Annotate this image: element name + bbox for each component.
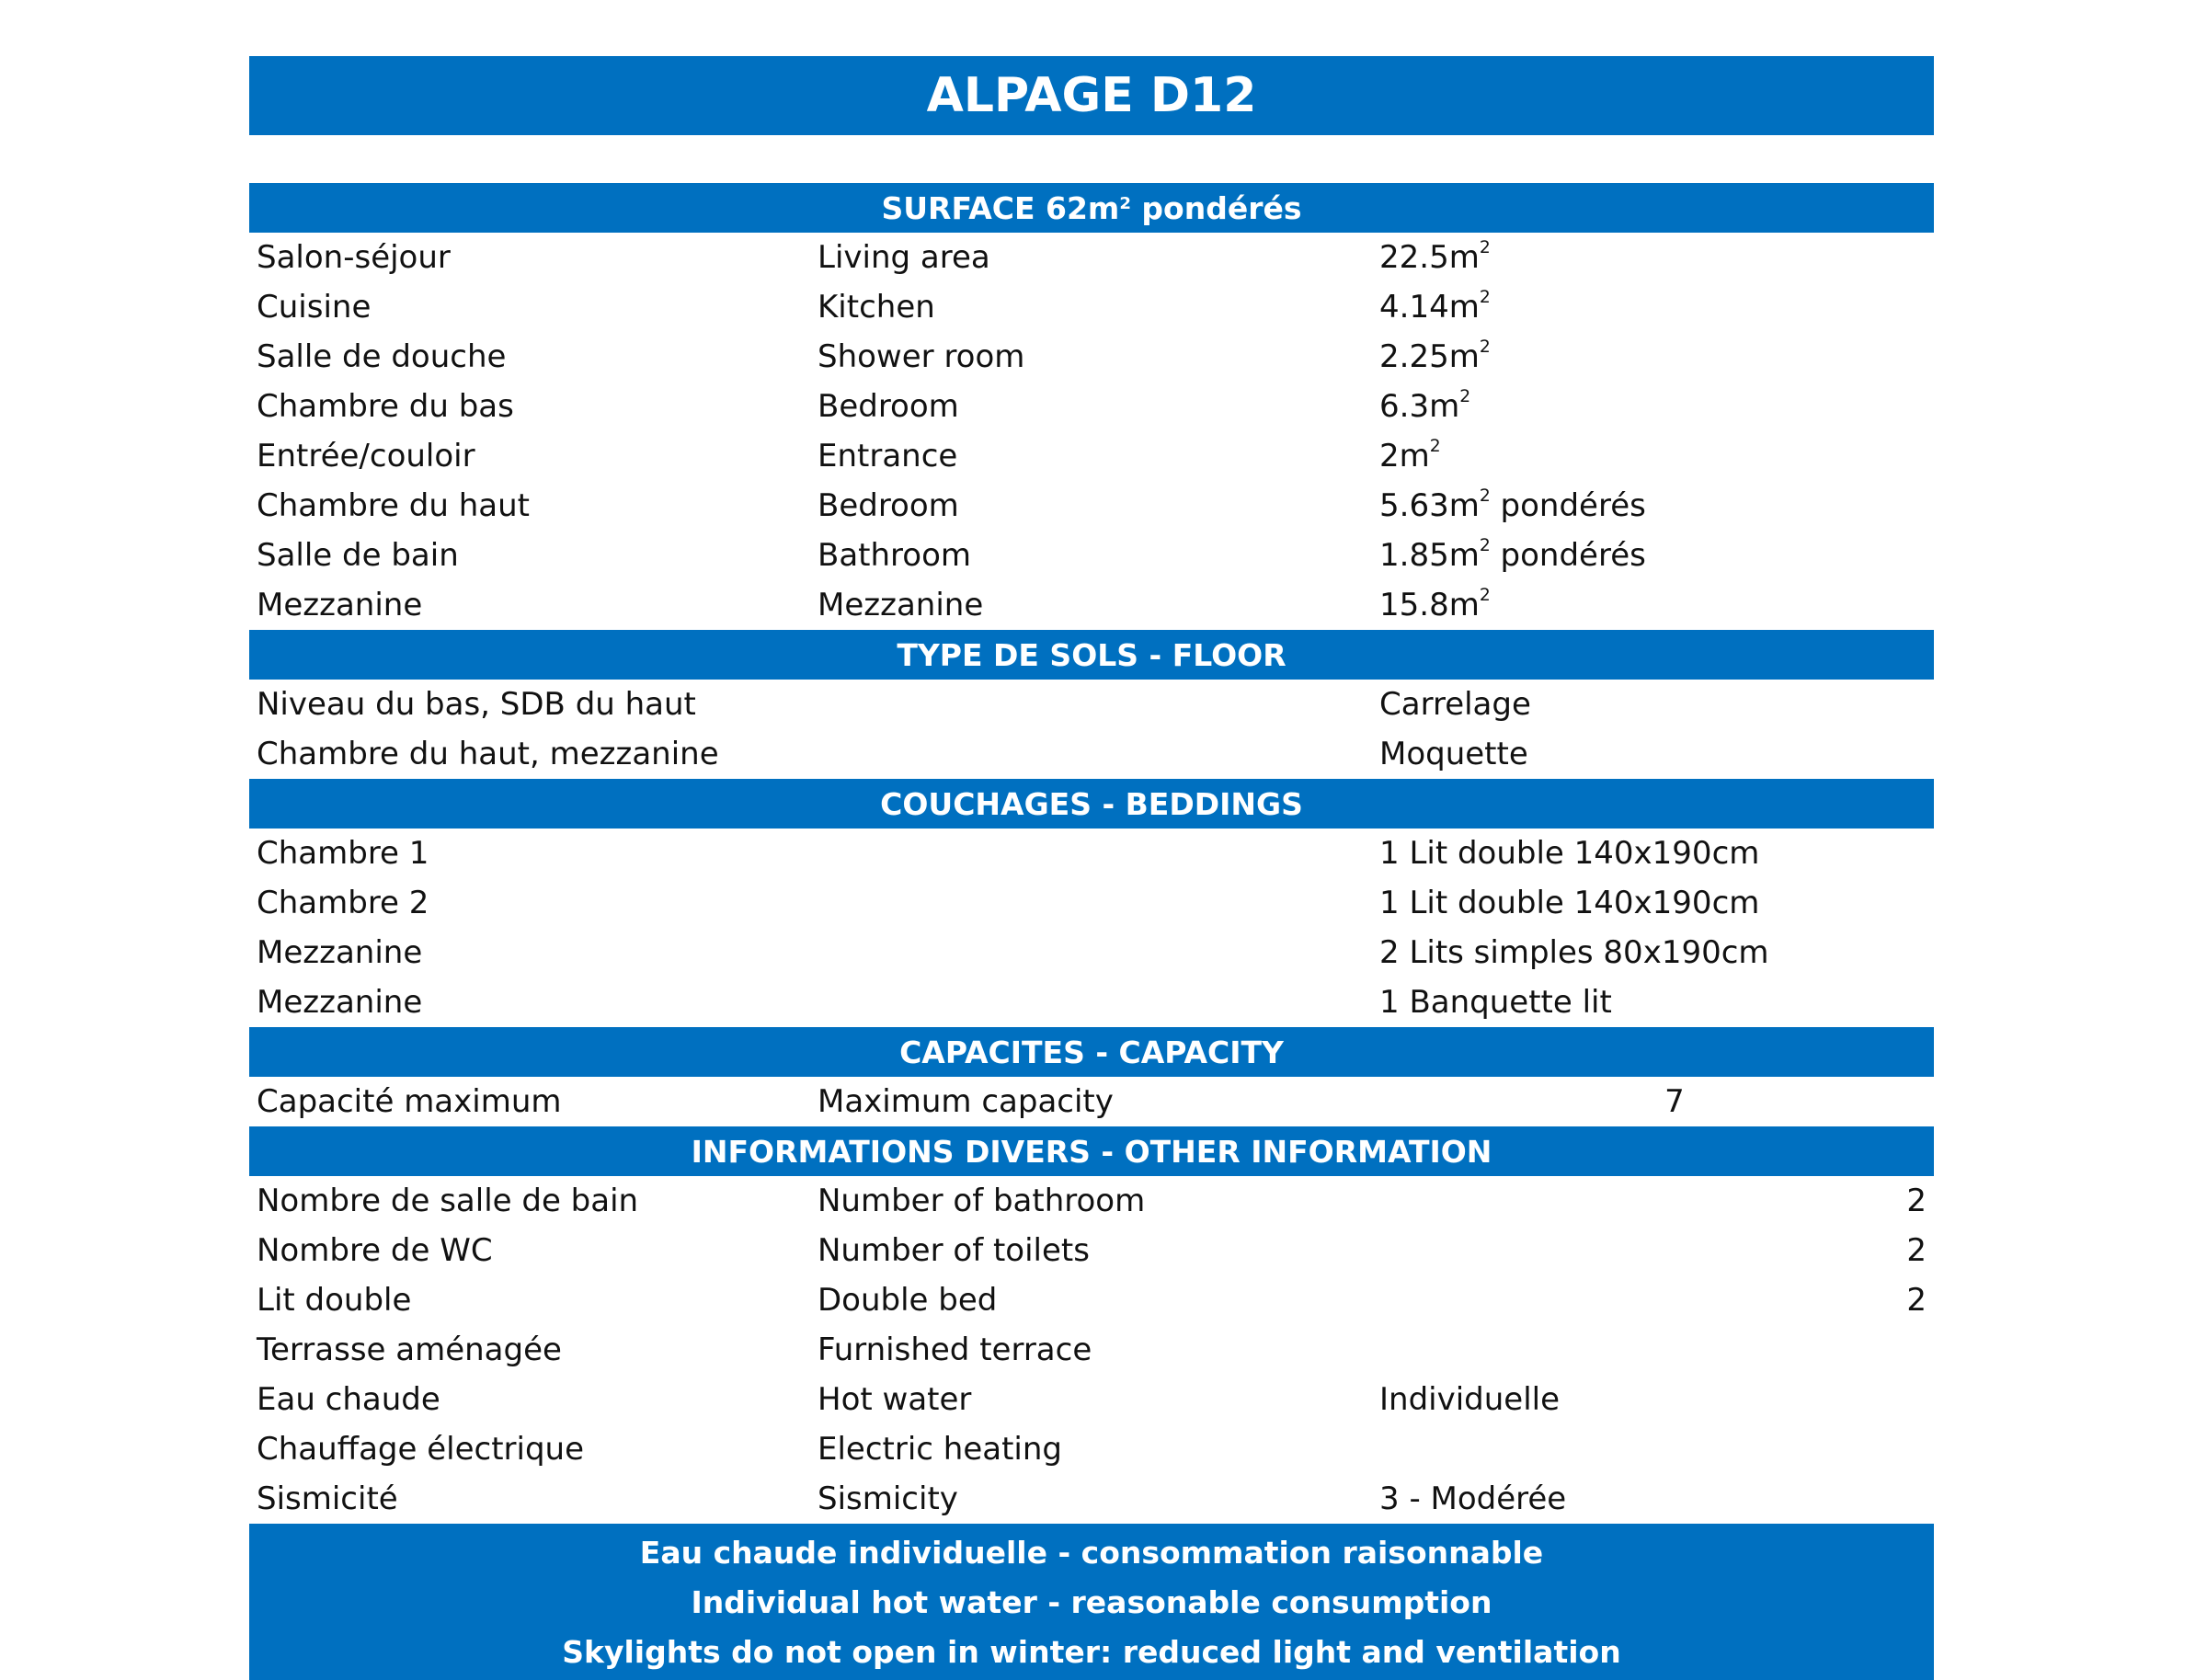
other-label-fr: Terrasse aménagée <box>257 1331 562 1368</box>
other-row <box>249 1474 1934 1524</box>
capacity-value: 7 <box>1664 1083 1685 1120</box>
other-label-fr: Lit double <box>257 1282 412 1319</box>
surface-row <box>249 431 1934 481</box>
other-label-fr: Nombre de salle de bain <box>257 1183 639 1219</box>
other-label-en: Sismicity <box>818 1480 958 1517</box>
footer-note: Eau chaude individuelle - consommation raisonnable <box>639 1534 1544 1571</box>
room-fr: Salle de bain <box>257 537 459 574</box>
other-label-en: Hot water <box>818 1381 972 1418</box>
room-fr: Entrée/couloir <box>257 438 475 474</box>
floor-type: Moquette <box>1379 736 1528 772</box>
other-row <box>249 1176 1934 1226</box>
floor-row <box>249 680 1934 729</box>
capacity-label-en: Maximum capacity <box>818 1083 1114 1120</box>
surface-row <box>249 233 1934 282</box>
other-row <box>249 1275 1934 1325</box>
capacity-rows <box>249 1077 1934 1126</box>
bedding-room: Mezzanine <box>257 934 423 971</box>
other-label-en: Number of bathroom <box>818 1183 1146 1219</box>
capacity-label-fr: Capacité maximum <box>257 1083 562 1120</box>
surface-header-prefix: SURFACE 62m <box>881 189 1120 226</box>
room-fr: Chambre du haut <box>257 487 530 524</box>
bedding-value: 2 Lits simples 80x190cm <box>1379 934 1769 971</box>
floor-header: TYPE DE SOLS - FLOOR <box>249 630 1934 680</box>
bedding-row <box>249 878 1934 928</box>
footer-note: Individual hot water - reasonable consumption <box>691 1583 1492 1620</box>
beddings-rows <box>249 829 1934 1027</box>
room-fr: Chambre du bas <box>257 388 514 425</box>
surface-row <box>249 332 1934 382</box>
other-label-fr: Nombre de WC <box>257 1232 493 1269</box>
bedding-room: Chambre 2 <box>257 885 429 921</box>
room-en: Shower room <box>818 338 1025 375</box>
other-label-fr: Chauffage électrique <box>257 1431 585 1468</box>
room-area: $6.3m^2$ <box>1379 386 1471 425</box>
room-fr: Mezzanine <box>257 587 423 623</box>
spec-sheet <box>249 183 1934 1680</box>
other-row <box>249 1325 1934 1375</box>
surface-row <box>249 481 1934 531</box>
other-label-en: Double bed <box>818 1282 998 1319</box>
other-value: Individuelle <box>1379 1381 1561 1418</box>
capacity-row <box>249 1077 1934 1126</box>
other-row <box>249 1226 1934 1275</box>
surface-header: SURFACE 62m $^2$ pondérés <box>249 183 1934 233</box>
other-header: INFORMATIONS DIVERS - OTHER INFORMATION <box>249 1126 1934 1176</box>
room-fr: Cuisine <box>257 289 372 326</box>
footer-note: Skylights do not open in winter: reduced light and ventilation <box>562 1633 1621 1670</box>
surface-row <box>249 531 1934 580</box>
bedding-row <box>249 829 1934 878</box>
room-area: $1.85m^2$ pondérés <box>1379 535 1646 574</box>
room-area: $5.63m^2$ pondérés <box>1379 486 1646 524</box>
bedding-value: 1 Banquette lit <box>1379 984 1612 1021</box>
bedding-value: 1 Lit double 140x190cm <box>1379 885 1760 921</box>
surface-header-suffix: pondérés <box>1130 189 1302 226</box>
other-label-fr: Eau chaude <box>257 1381 440 1418</box>
room-area: $2.25m^2$ <box>1379 337 1491 375</box>
floor-row <box>249 729 1934 779</box>
room-en: Bedroom <box>818 487 959 524</box>
room-en: Kitchen <box>818 289 935 326</box>
room-en: Bathroom <box>818 537 971 574</box>
bedding-row <box>249 977 1934 1027</box>
other-count: 2 <box>1906 1282 1927 1319</box>
floor-rows <box>249 680 1934 779</box>
room-fr: Salon-séjour <box>257 239 451 276</box>
room-area: $4.14m^2$ <box>1379 287 1491 326</box>
bedding-room: Mezzanine <box>257 984 423 1021</box>
room-area: $22.5m^2$ <box>1379 237 1491 276</box>
room-en: Mezzanine <box>818 587 984 623</box>
other-row <box>249 1375 1934 1424</box>
floor-type: Carrelage <box>1379 686 1531 723</box>
page-title: ALPAGE D12 <box>249 56 1934 135</box>
other-label-fr: Sismicité <box>257 1480 398 1517</box>
room-fr: Salle de douche <box>257 338 507 375</box>
beddings-header: COUCHAGES - BEDDINGS <box>249 779 1934 829</box>
other-count: 2 <box>1906 1183 1927 1219</box>
surface-row <box>249 282 1934 332</box>
bedding-room: Chambre 1 <box>257 835 429 872</box>
other-value: 3 - Modérée <box>1379 1480 1567 1517</box>
room-en: Living area <box>818 239 990 276</box>
surface-row <box>249 382 1934 431</box>
other-count: 2 <box>1906 1232 1927 1269</box>
bedding-value: 1 Lit double 140x190cm <box>1379 835 1760 872</box>
other-row <box>249 1424 1934 1474</box>
room-area: $2m^2$ <box>1379 436 1441 474</box>
footer-notes <box>249 1524 1934 1680</box>
surface-rows <box>249 233 1934 630</box>
capacity-header: CAPACITES - CAPACITY <box>249 1027 1934 1077</box>
floor-area-label: Chambre du haut, mezzanine <box>257 736 719 772</box>
surface-row <box>249 580 1934 630</box>
room-en: Bedroom <box>818 388 959 425</box>
other-label-en: Furnished terrace <box>818 1331 1092 1368</box>
other-label-en: Number of toilets <box>818 1232 1090 1269</box>
bedding-row <box>249 928 1934 977</box>
other-label-en: Electric heating <box>818 1431 1063 1468</box>
other-rows <box>249 1176 1934 1524</box>
room-area: $15.8m^2$ <box>1379 585 1491 623</box>
room-en: Entrance <box>818 438 958 474</box>
floor-area-label: Niveau du bas, SDB du haut <box>257 686 696 723</box>
